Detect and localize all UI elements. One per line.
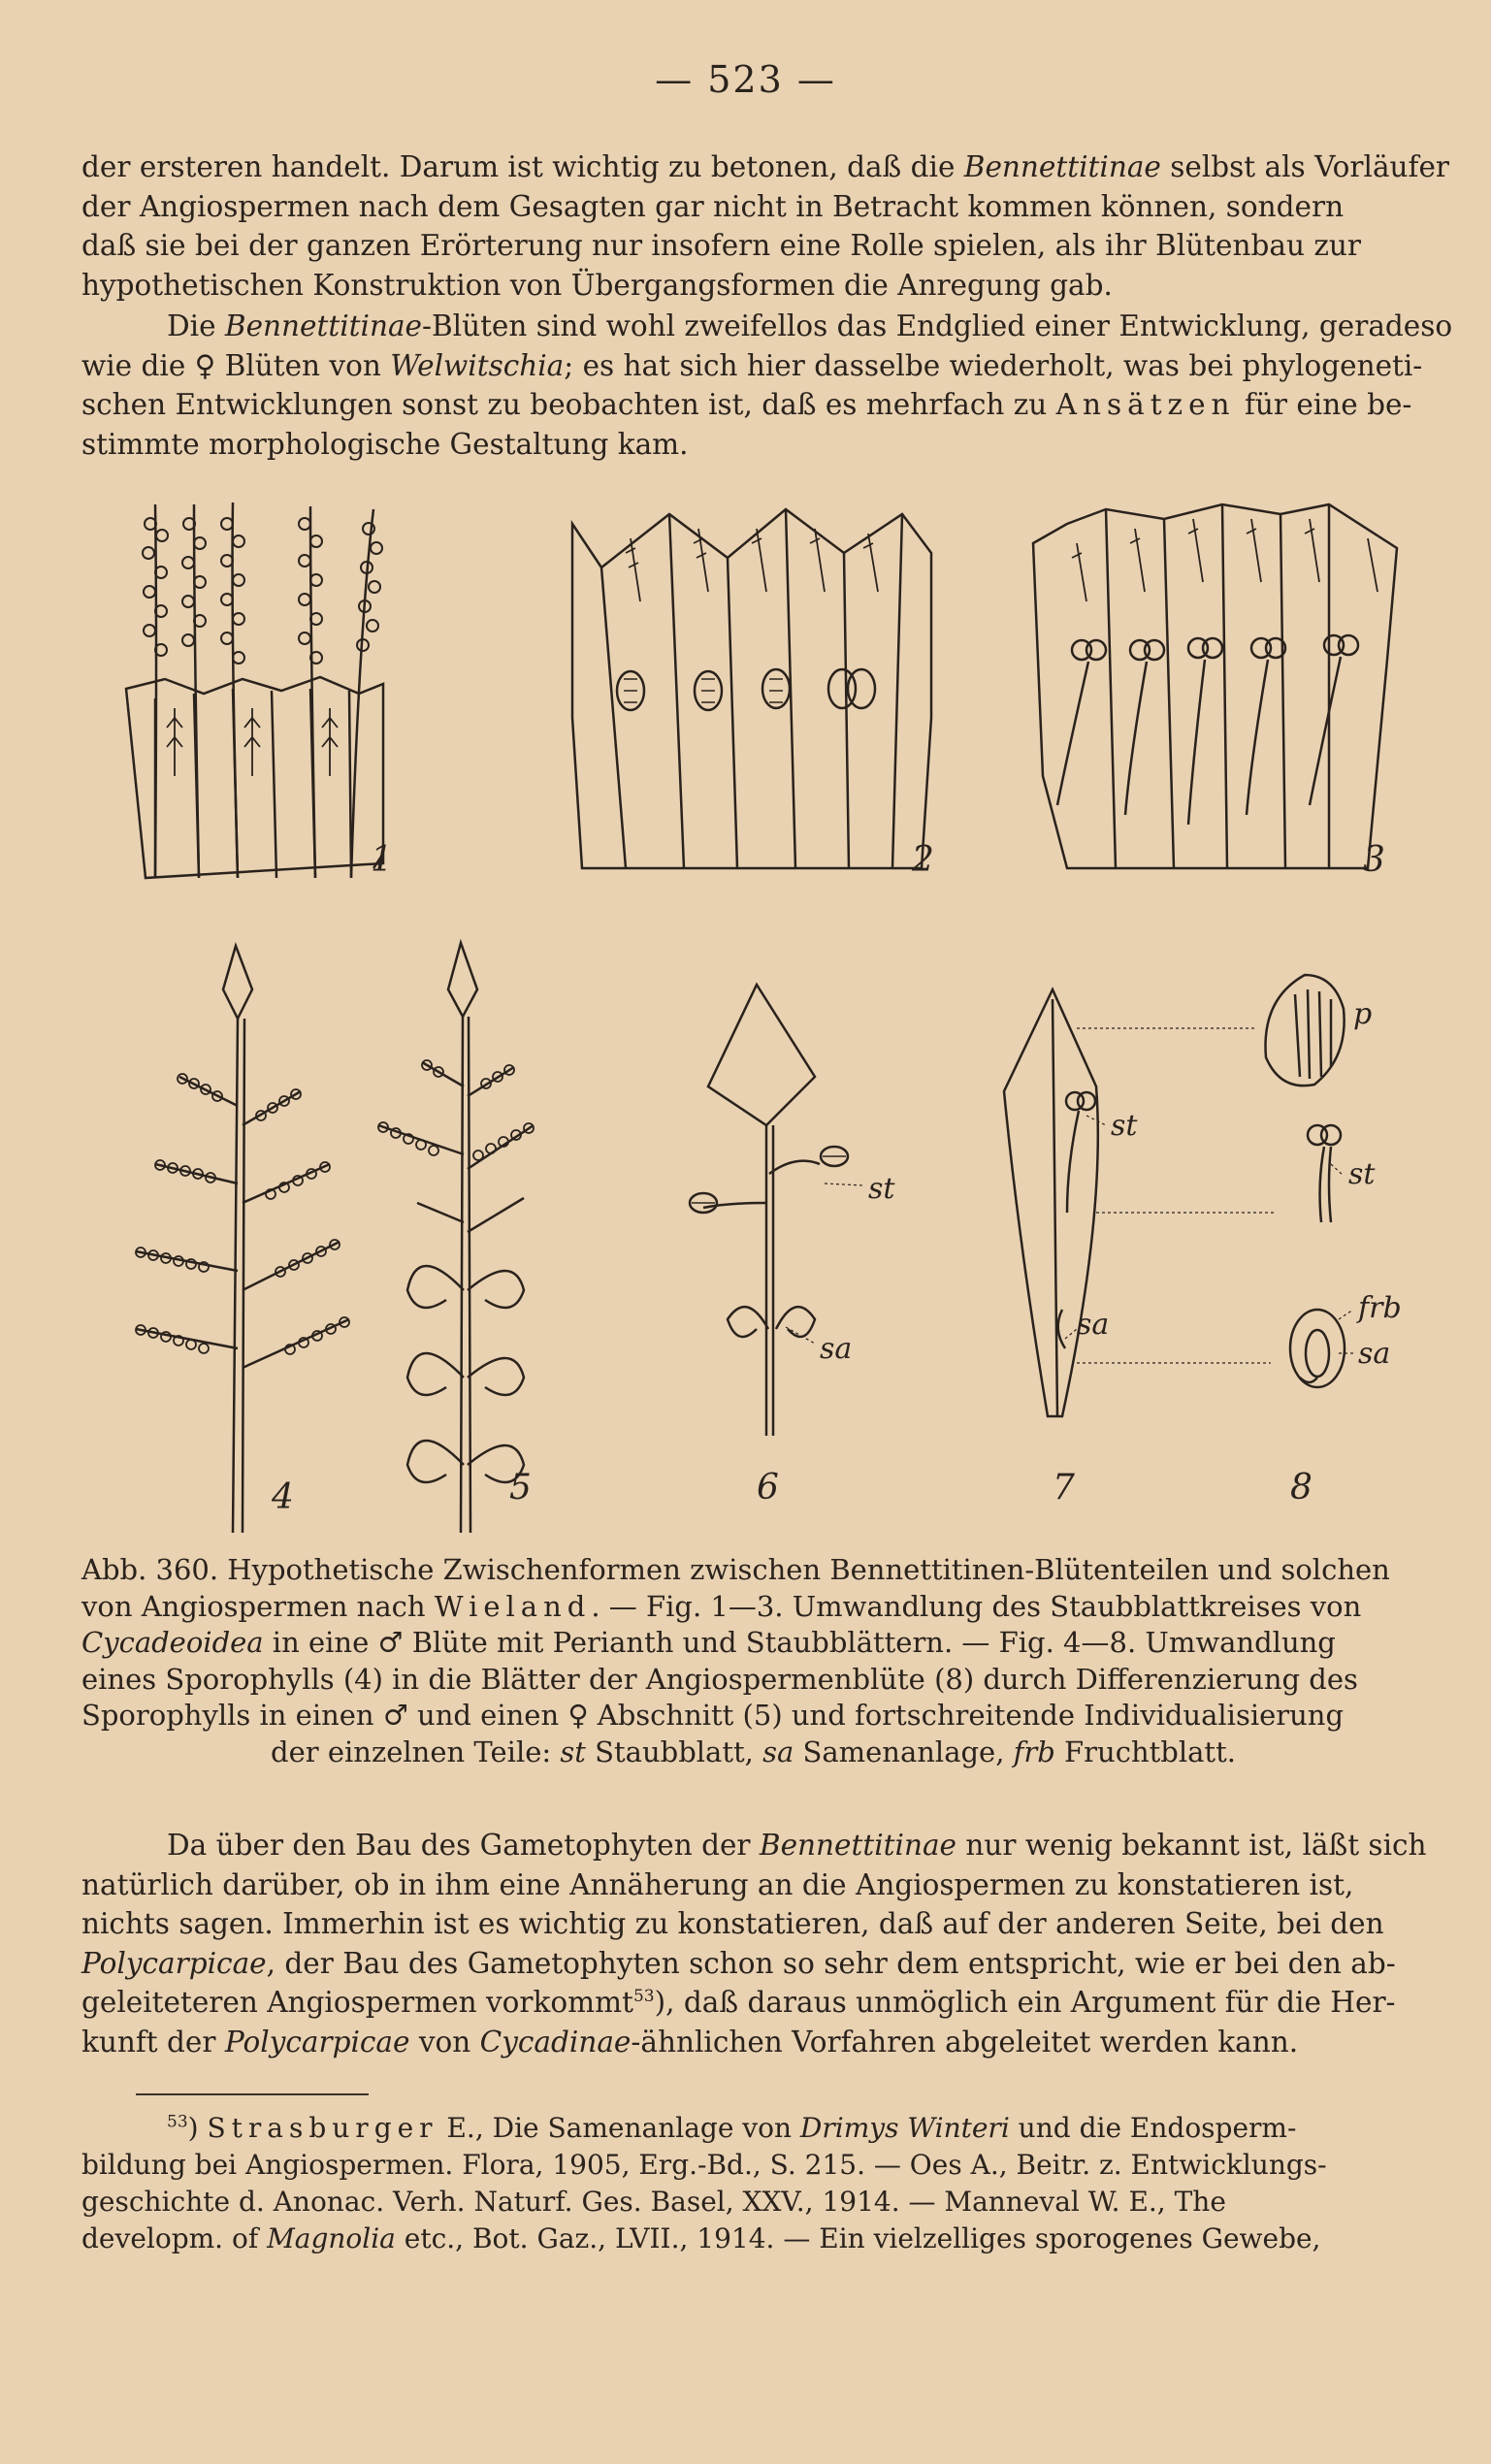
- fig-4-drawing: [136, 946, 349, 1533]
- page-number: — 523 —: [655, 58, 836, 101]
- fig-7-drawing: [1004, 989, 1276, 1416]
- label-sa-fig6: sa: [820, 1332, 853, 1366]
- fig-number-5: 5: [509, 1468, 532, 1508]
- paragraph-2: Die Bennettitinae-Blüten sind wohl zweifellos das Endglied einer Entwicklung, geradeso wie die ♀ Blüten von Welwitschia; es hat sich hier dasselbe wiederholt, was bei phylogeneti- schen Entwicklungen sonst zu beobachten ist, daß es mehrfach zu Ansätzen für eine be- stimmte morphologische Gestaltung kam.: [81, 309, 1453, 461]
- fig-number-2: 2: [912, 840, 934, 880]
- label-st-fig6: st: [868, 1172, 895, 1206]
- label-frb: frb: [1358, 1291, 1402, 1325]
- label-p: p: [1353, 997, 1373, 1031]
- fig-5-drawing: [378, 943, 534, 1533]
- fig-number-7: 7: [1053, 1468, 1075, 1508]
- footnote-divider: [136, 2093, 369, 2095]
- botanical-figure: [97, 485, 1416, 1562]
- label-sa-fig8: sa: [1358, 1337, 1391, 1371]
- figure-illustration: [97, 485, 1416, 1562]
- label-sa-fig7: sa: [1077, 1308, 1110, 1342]
- label-st-fig8: st: [1348, 1157, 1376, 1191]
- fig-8-drawing: [1266, 975, 1345, 1387]
- fig-number-1: 1: [371, 840, 393, 880]
- fig-6-drawing: [690, 985, 848, 1436]
- footnote: $^{53}$) Strasburger E., Die Samenanlage von Drimys Winteri und die Endosperm- bildung bei Angiospermen. Flora, 1905, Erg.-Bd., S. 215. — Oes A., Beitr. z. Entwicklungs- geschichte d. Anonac. Verh. Naturf. Ges. Basel, XXV., 1914. — Manneval W. E., The developm. of Magnolia etc., Bot. Gaz., LVII., 1914. — Ein vielzelliges sporogenes Gewebe,: [81, 2112, 1327, 2254]
- paragraph-1: der ersteren handelt. Darum ist wichtig zu betonen, daß die Bennettitinae selbst als Vorläufer der Angiospermen nach dem Gesagten gar nicht in Betracht kommen können, sondern daß sie bei der ganzen Erörterung nur insofern eine Rolle spielen, als ihr Blütenbau zur hypothetischen Konstruktion von Übergangsformen die Anregung gab.: [81, 150, 1450, 302]
- paragraph-3: Da über den Bau des Gametophyten der Bennettitinae nur wenig bekannt ist, läßt sich natürlich darüber, ob in ihm eine Annäherung an die Angiospermen zu konstatieren ist, nichts sagen. Immerhin ist es wichtig zu konstatieren, daß auf der anderen Seite, bei den Polycarpicae, der Bau des Gametophyten schon so sehr dem entspricht, wie er bei den ab- geleiteteren Angiospermen vorkommt$^{53}$), daß daraus unmöglich ein Argument für die Her- kunft der Polycarpicae von Cycadinae-ähnlichen Vorfahren abgeleitet werden kann.: [81, 1829, 1427, 2059]
- fig-number-4: 4: [272, 1477, 294, 1517]
- fig-1-drawing: [126, 503, 383, 878]
- fig-number-8: 8: [1290, 1468, 1313, 1508]
- fig-number-3: 3: [1363, 840, 1385, 880]
- fig-number-6: 6: [757, 1468, 779, 1508]
- label-st-fig7: st: [1111, 1109, 1138, 1143]
- fig-3-drawing: [1033, 504, 1397, 868]
- fig-2-drawing: [572, 509, 931, 868]
- figure-caption: Abb. 360. Hypothetische Zwischenformen zwischen Bennettitinen-Blütenteilen und solchen von Angiospermen nach Wieland. — Fig. 1—3. Umwandlung des Staubblattkreises von Cycadeoidea in eine ♂ Blüte mit Perianth und Staubblättern. — Fig. 4—8. Umwandlung eines Sporophylls (4) in die Blätter der Angiospermenblüte (8) durch Differenzierung des Sporophylls in einen ♂ und einen ♀ Abschnitt (5) und fortschreitende Individualisierung der einzelnen Teile: st Staubblatt, sa Samenanlage, frb Fruchtblatt.: [81, 1553, 1390, 1768]
